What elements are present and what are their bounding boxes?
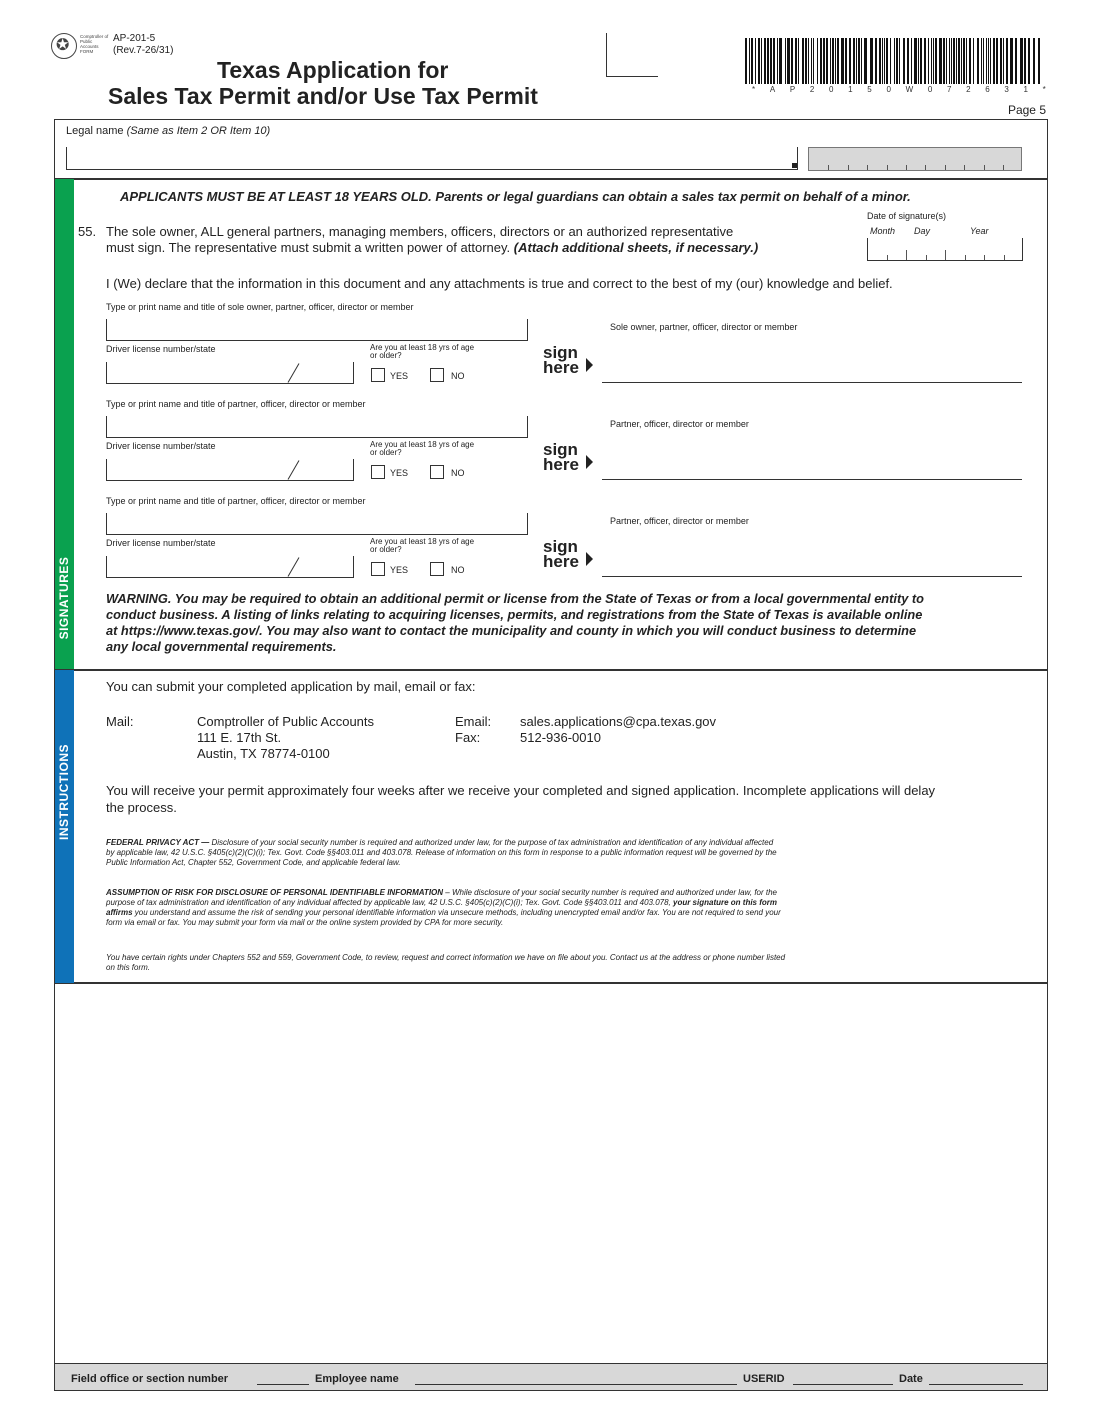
name-title-label: Type or print name and title of partner, officer, director or member bbox=[106, 399, 366, 409]
signature-date-field[interactable] bbox=[867, 238, 1023, 261]
signature-line[interactable] bbox=[602, 382, 1022, 383]
page-number: Page 5 bbox=[1007, 103, 1046, 117]
age-notice: APPLICANTS MUST BE AT LEAST 18 YEARS OLD. Parents or legal guardians can obtain a sales tax permit on behalf of a minor. bbox=[120, 189, 911, 204]
driver-license-label: Driver license number/state bbox=[106, 538, 216, 548]
signature-line[interactable] bbox=[602, 479, 1022, 480]
age-yes-checkbox[interactable] bbox=[371, 562, 385, 576]
item-number: 55. bbox=[78, 224, 97, 239]
agency-name: Comptroller of Public Accounts FORM bbox=[80, 34, 109, 54]
date-label: Date bbox=[899, 1373, 923, 1385]
driver-license-field[interactable] bbox=[106, 459, 354, 481]
divider bbox=[55, 982, 1047, 984]
age-yes-checkbox[interactable] bbox=[371, 465, 385, 479]
rights-text: You have certain rights under Chapters 552 and 559, Government Code, to review, request and correct information we have on file about you. Contact us at the address or phone number listed on this form. bbox=[106, 953, 786, 972]
driver-license-field[interactable] bbox=[106, 556, 354, 578]
arrow-right-icon bbox=[586, 552, 593, 566]
name-title-field[interactable] bbox=[106, 416, 528, 438]
barcode-char: 0 bbox=[886, 85, 891, 94]
userid-field[interactable] bbox=[793, 1384, 893, 1385]
federal-privacy-act: FEDERAL PRIVACY ACT — Disclosure of your social security number is required and authorized under law, for the purpose of tax administration and identification of any individual affected by applicable law, 42 U.S.C. §405(c)(2)(C)(i); Tex. Govt. Code §§403.011 and 403.078. Release of information on this form in response to a public information request will be governed by the Public Information Act, Chapter 552, Government Code, and applicable federal law. bbox=[106, 838, 777, 867]
contact-values bbox=[520, 714, 716, 746]
age-yes-label: YES bbox=[390, 371, 409, 381]
divider bbox=[55, 669, 1047, 671]
form-number: AP-201-5 bbox=[113, 33, 156, 44]
employee-name-label: Employee name bbox=[315, 1373, 399, 1385]
arrow-right-icon bbox=[586, 455, 593, 469]
barcode-char: * bbox=[752, 85, 756, 94]
declaration-text: I (We) declare that the information in this document and any attachments is true and correct to the best of my (our) knowledge and belief. bbox=[106, 276, 893, 291]
barcode-char: * bbox=[1042, 85, 1046, 94]
barcode-text bbox=[752, 85, 1046, 94]
form-revision: (Rev.7-26/31) bbox=[113, 45, 174, 56]
age-question: Are you at least 18 yrs of age or older? bbox=[370, 537, 475, 554]
barcode-char: W bbox=[905, 85, 914, 94]
signature-line[interactable] bbox=[602, 576, 1022, 577]
warning-text: WARNING. You may be required to obtain an additional permit or license from the State of Texas or from a local governmental entity to conduct business. A listing of links relating to acquiring licenses, permits, and registrations from the State of Texas is available online at https://www.texas.gov/. You may also want to contact the municipality and county in which you will conduct business to determine any local governmental requirements. bbox=[106, 591, 924, 654]
barcode-char: A bbox=[769, 85, 776, 94]
instructions-section-bar bbox=[55, 670, 74, 983]
barcode-char: 7 bbox=[946, 85, 952, 94]
comptroller-seal-icon: ✪ bbox=[51, 33, 77, 59]
driver-license-field[interactable] bbox=[106, 362, 354, 384]
barcode-char: 6 bbox=[985, 85, 990, 94]
legal-name-label: Legal name (Same as Item 2 OR Item 10) bbox=[66, 125, 271, 137]
form-title-line2: Sales Tax Permit and/or Use Tax Permit bbox=[108, 83, 538, 109]
submit-intro: You can submit your completed application by mail, email or fax: bbox=[106, 679, 476, 694]
signer-role-label: Partner, officer, director or member bbox=[610, 419, 749, 429]
signatures-section-label: SIGNATURES bbox=[57, 556, 71, 640]
arrow-right-icon bbox=[586, 358, 593, 372]
name-title-field[interactable] bbox=[106, 319, 528, 341]
barcode-char: 1 bbox=[848, 85, 853, 94]
age-no-label: NO bbox=[451, 468, 465, 478]
employee-name-field[interactable] bbox=[415, 1384, 737, 1385]
office-use-bar bbox=[55, 1363, 1047, 1390]
assumption-of-risk: ASSUMPTION OF RISK FOR DISCLOSURE OF PERSONAL IDENTIFIABLE INFORMATION – While disclosure of your social security number is required and authorized under law, for the purpose of tax administration and identification of any individual affected by applicable law, 42 U.S.C. §405(c)(2)(C)(i); Tex. Govt. Code §§403.011 and 403.078, your signature on this form affirms you understand and assume the risk of sending your personal identifiable information via unsecure methods, including unencrypted email and/or fax. You are not required to send your form via email or fax. You may submit your form via mail or the online system provided by CPA for more security. bbox=[106, 888, 781, 927]
date-field[interactable] bbox=[929, 1384, 1023, 1385]
age-yes-label: YES bbox=[390, 565, 409, 575]
item-text-line1: The sole owner, ALL general partners, managing members, officers, directors or an authorized representative bbox=[106, 224, 734, 239]
receive-permit-text: You will receive your permit approximately four weeks after we receive your completed and signed application. Incomplete applications will delay the process. bbox=[106, 783, 936, 815]
form-number-block bbox=[113, 33, 173, 57]
taxpayer-number-field[interactable] bbox=[808, 147, 1022, 171]
legal-name-field[interactable] bbox=[66, 147, 798, 170]
age-no-checkbox[interactable] bbox=[430, 368, 444, 382]
sign-here-marker: sign here bbox=[543, 537, 579, 571]
age-yes-label: YES bbox=[390, 468, 409, 478]
instructions-section-label: INSTRUCTIONS bbox=[57, 744, 71, 840]
date-day-label: Day bbox=[914, 226, 931, 236]
userid-label: USERID bbox=[743, 1373, 785, 1385]
age-no-checkbox[interactable] bbox=[430, 562, 444, 576]
name-title-label: Type or print name and title of partner, officer, director or member bbox=[106, 496, 366, 506]
field-office-label: Field office or section number bbox=[71, 1373, 229, 1385]
date-year-label: Year bbox=[970, 226, 989, 236]
signer-role-label: Partner, officer, director or member bbox=[610, 516, 749, 526]
age-no-label: NO bbox=[451, 565, 465, 575]
name-title-label: Type or print name and title of sole owner, partner, officer, director or member bbox=[106, 302, 414, 312]
age-question: Are you at least 18 yrs of age or older? bbox=[370, 440, 475, 457]
fax-number: 512-936-0010 bbox=[520, 730, 601, 745]
barcode-char: 2 bbox=[809, 85, 815, 94]
sign-here-marker: sign here bbox=[543, 440, 579, 474]
barcode-icon bbox=[745, 38, 1043, 84]
signatures-section-bar bbox=[55, 179, 74, 669]
corner-mark bbox=[606, 33, 658, 77]
driver-license-label: Driver license number/state bbox=[106, 441, 216, 451]
item-text-line2: must sign. The representative must submit a written power of attorney. (Attach additional sheets, if necessary.) bbox=[106, 240, 759, 255]
signer-role-label: Sole owner, partner, officer, director or member bbox=[610, 322, 798, 332]
driver-license-label: Driver license number/state bbox=[106, 344, 216, 354]
barcode-char: 0 bbox=[927, 85, 933, 94]
barcode-char: 5 bbox=[867, 85, 872, 94]
mail-label: Mail: bbox=[106, 714, 134, 729]
contact-labels: Email: Fax: bbox=[455, 714, 492, 745]
date-month-label: Month bbox=[870, 226, 896, 236]
sign-here-marker: sign here bbox=[543, 343, 579, 377]
name-title-field[interactable] bbox=[106, 513, 528, 535]
barcode-char: P bbox=[789, 85, 796, 94]
age-no-label: NO bbox=[451, 371, 465, 381]
age-question: Are you at least 18 yrs of age or older? bbox=[370, 343, 475, 360]
field-office-field[interactable] bbox=[257, 1384, 309, 1385]
divider bbox=[55, 178, 1047, 180]
date-signature-label: Date of signature(s) bbox=[867, 211, 947, 221]
form-title-line1: Texas Application for bbox=[217, 57, 449, 83]
barcode-char: 1 bbox=[1023, 85, 1028, 94]
age-no-checkbox[interactable] bbox=[430, 465, 444, 479]
mail-address: Comptroller of Public Accounts 111 E. 17th St. Austin, TX 78774-0100 bbox=[197, 714, 375, 761]
bullet-icon bbox=[792, 163, 797, 168]
barcode-char: 3 bbox=[1004, 85, 1009, 94]
barcode-char: 0 bbox=[829, 85, 834, 94]
age-yes-checkbox[interactable] bbox=[371, 368, 385, 382]
email-link[interactable]: sales.applications@cpa.texas.gov bbox=[520, 714, 717, 729]
barcode-char: 2 bbox=[966, 85, 971, 94]
